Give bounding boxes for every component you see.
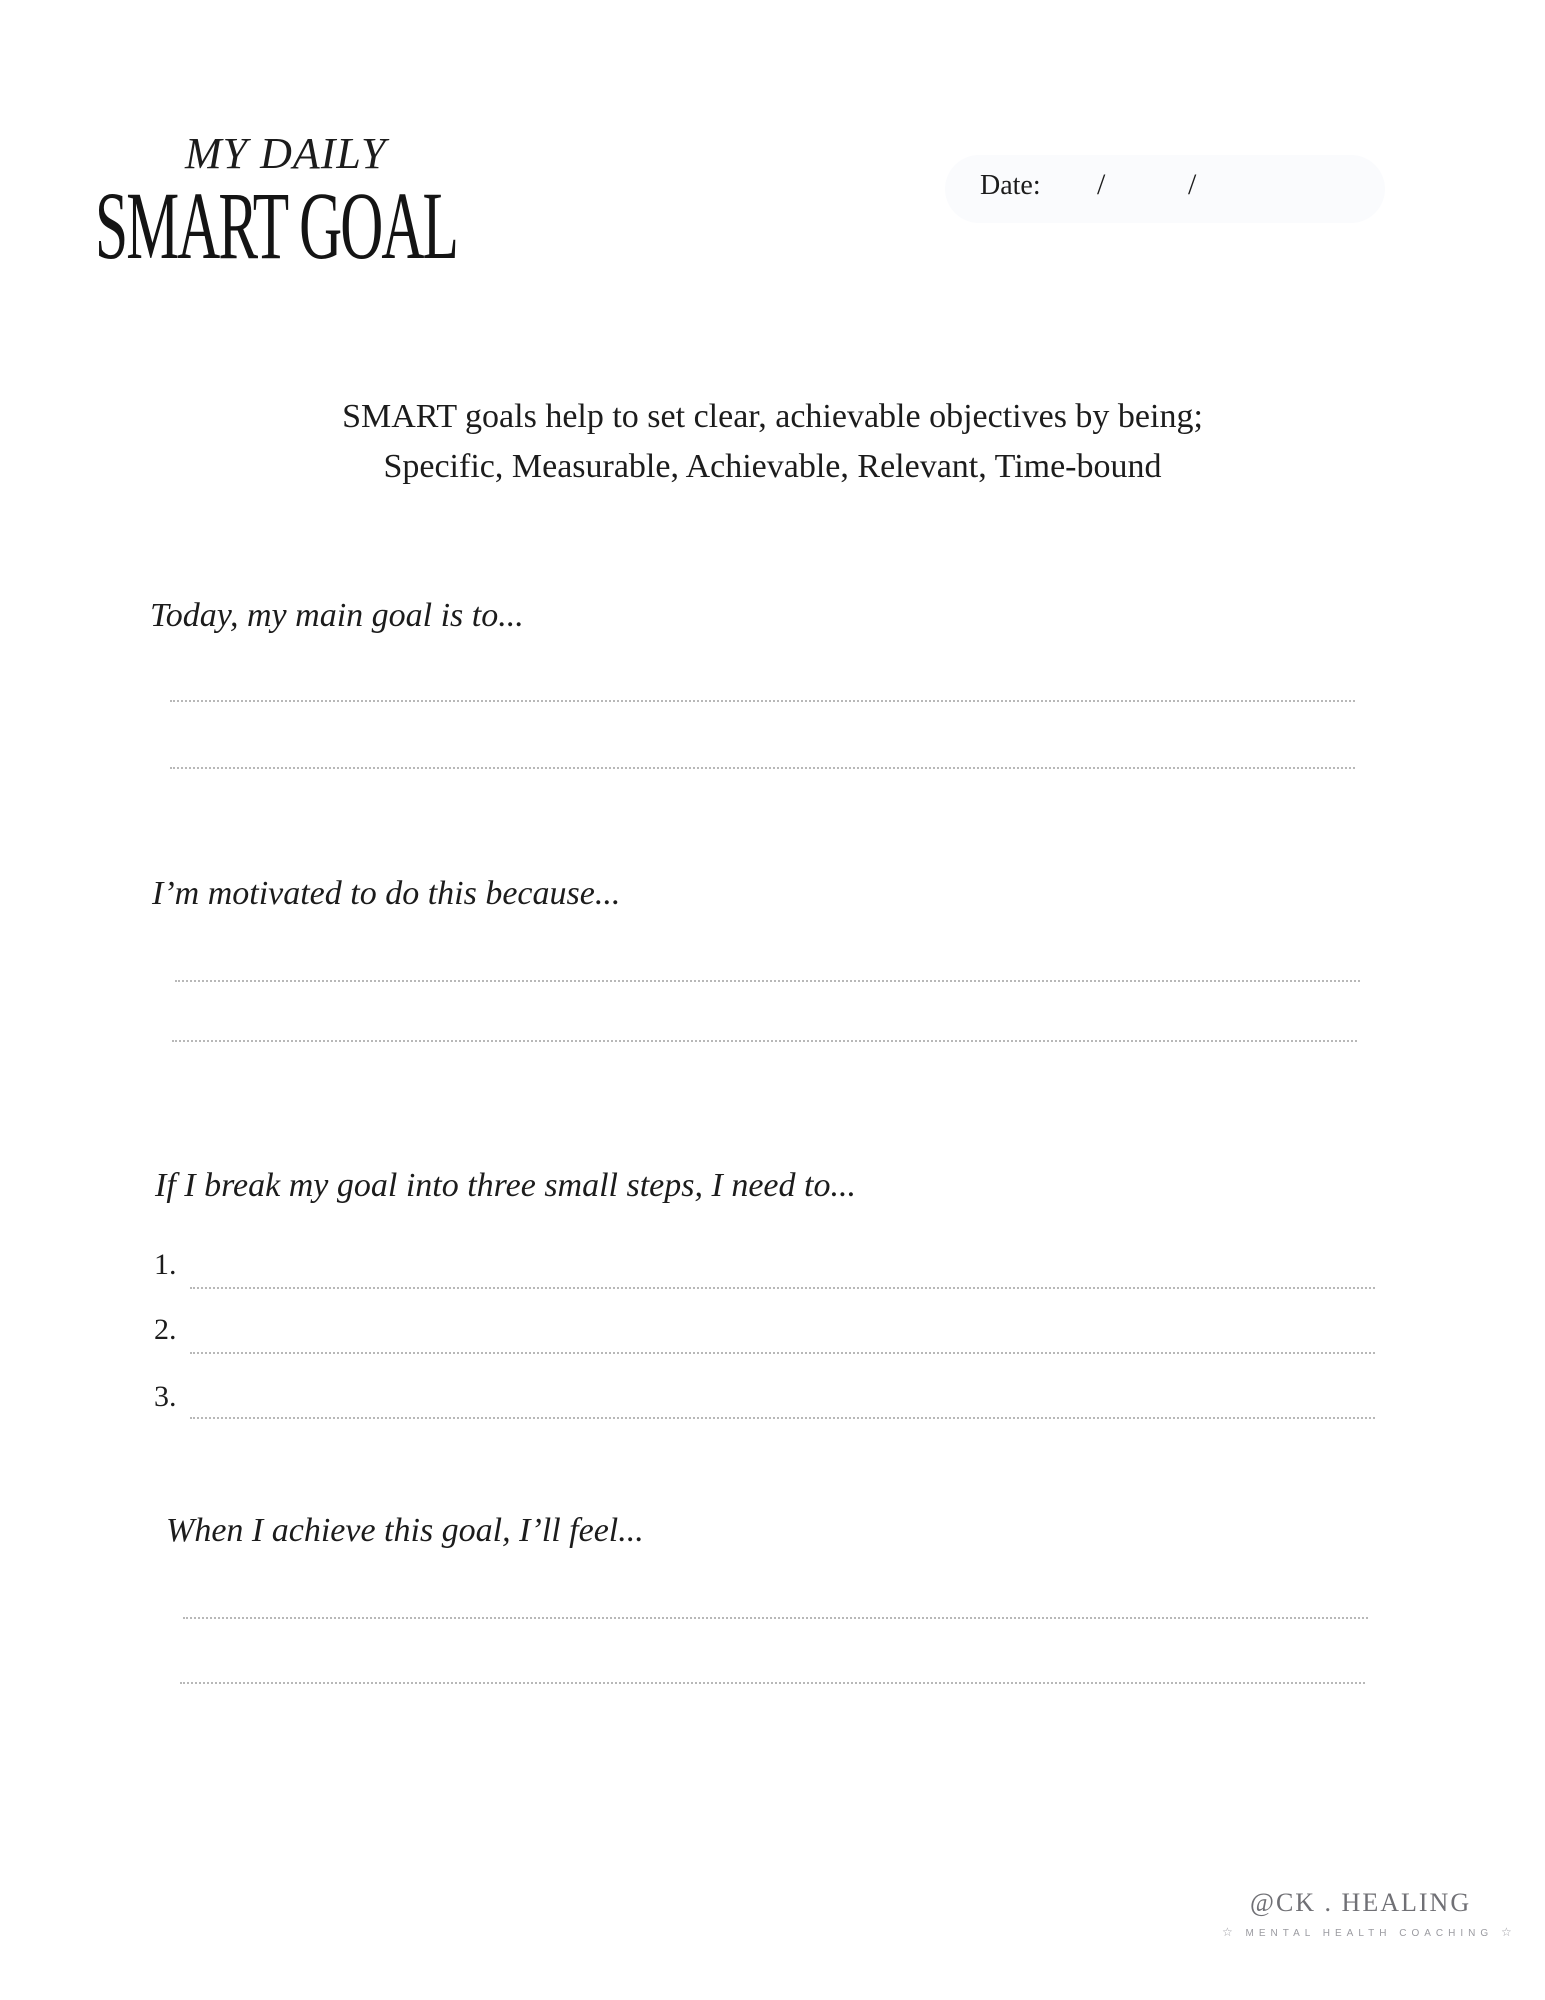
star-icon: ☆ — [1500, 1925, 1517, 1939]
writing-line[interactable] — [180, 1682, 1365, 1684]
step-number: 1. — [154, 1248, 177, 1281]
brand-tagline: MENTAL HEALTH COACHING — [1245, 1928, 1494, 1939]
brand-logo: @CK . HEALING — [1250, 1888, 1472, 1917]
step-number: 2. — [154, 1313, 177, 1346]
step-number: 3. — [154, 1380, 177, 1413]
intro-line-2: Specific, Measurable, Achievable, Relevant, Time-bound — [383, 448, 1162, 485]
page-title: SMART GOAL — [95, 172, 458, 279]
writing-line[interactable] — [170, 767, 1355, 769]
step-line[interactable] — [190, 1417, 1375, 1419]
star-icon: ☆ — [1222, 1925, 1238, 1939]
brand-tagline-row — [1222, 1925, 1517, 1939]
writing-line[interactable] — [175, 980, 1360, 982]
prompt-feeling: When I achieve this goal, I’ll feel... — [166, 1512, 644, 1549]
writing-line[interactable] — [183, 1617, 1368, 1619]
writing-line[interactable] — [172, 1040, 1357, 1042]
title-top: MY DAILY — [185, 129, 387, 178]
writing-line[interactable] — [170, 700, 1355, 702]
date-separator: / — [1097, 168, 1106, 201]
prompt-motivation: I’m motivated to do this because... — [152, 875, 621, 912]
date-label: Date: — [980, 170, 1041, 201]
step-line[interactable] — [190, 1287, 1375, 1289]
prompt-main-goal: Today, my main goal is to... — [150, 597, 524, 634]
step-line[interactable] — [190, 1352, 1375, 1354]
date-separator: / — [1188, 168, 1197, 201]
prompt-steps: If I break my goal into three small steps, I need to... — [155, 1167, 856, 1204]
intro-line-1: SMART goals help to set clear, achievable objectives by being; — [342, 398, 1203, 435]
